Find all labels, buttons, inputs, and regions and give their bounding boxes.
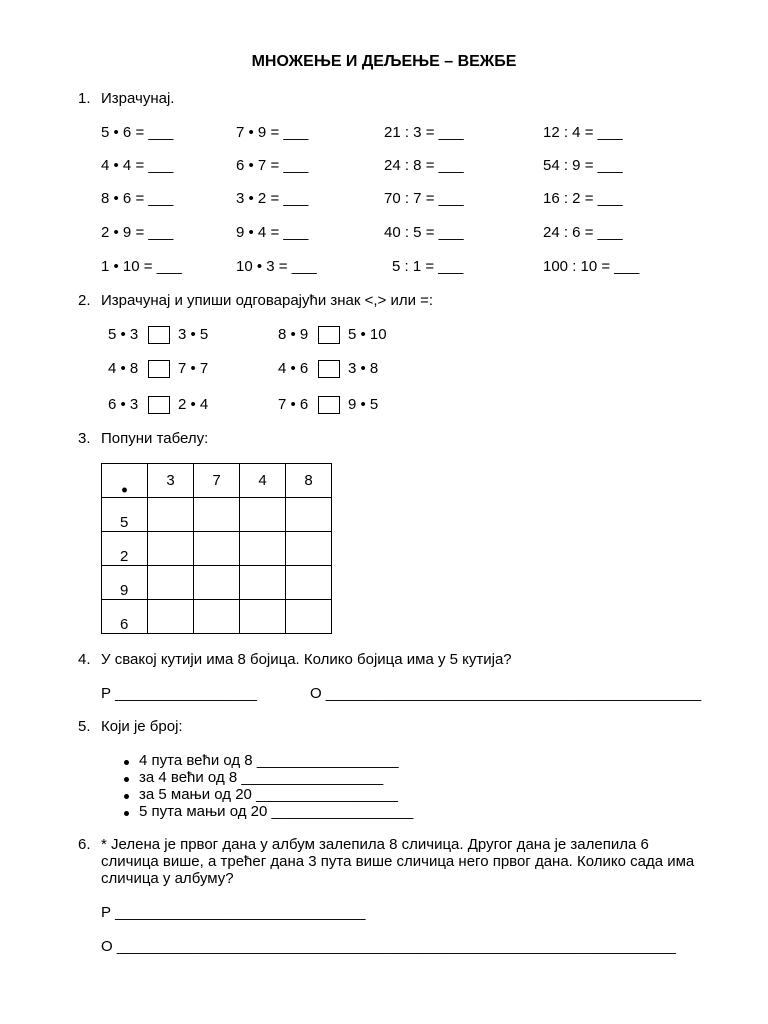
table-row-header: 2 bbox=[102, 532, 148, 566]
table-row-header: 5 bbox=[102, 498, 148, 532]
answer-line[interactable]: О ___________________________________________________________________ bbox=[101, 938, 676, 955]
comparison-left: 8 • 9 bbox=[278, 326, 309, 343]
table-answer-cell[interactable] bbox=[286, 532, 332, 566]
task1-expression: 70 : 7 = ___ bbox=[384, 190, 464, 207]
bullet-icon bbox=[124, 760, 129, 765]
answer-box[interactable] bbox=[148, 396, 170, 414]
task1-expression: 24 : 8 = ___ bbox=[384, 157, 464, 174]
task1-expression: 21 : 3 = ___ bbox=[384, 124, 464, 141]
list-item[interactable]: за 4 већи од 8 _________________ bbox=[139, 769, 384, 786]
table-row-header: 9 bbox=[102, 566, 148, 600]
table-answer-cell[interactable] bbox=[148, 532, 194, 566]
comparison-right: 5 • 10 bbox=[348, 326, 387, 343]
task1-expression: 5 : 1 = ___ bbox=[392, 258, 464, 275]
table-row-header: 6 bbox=[102, 600, 148, 634]
task1-expression: 1 • 10 = ___ bbox=[101, 258, 182, 275]
task1-expression: 10 • 3 = ___ bbox=[236, 258, 317, 275]
comparison-right: 2 • 4 bbox=[178, 396, 209, 413]
task1-expression: 100 : 10 = ___ bbox=[543, 258, 640, 275]
task1-expression: 24 : 6 = ___ bbox=[543, 224, 623, 241]
task2-number: 2. bbox=[78, 292, 91, 309]
comparison-left: 4 • 8 bbox=[108, 360, 139, 377]
task3-instruction: Попуни табелу: bbox=[101, 430, 209, 447]
task1-expression: 2 • 9 = ___ bbox=[101, 224, 174, 241]
bullet-icon bbox=[124, 777, 129, 782]
task6-question: * Јелена је првог дана у албум залепила 8 сличица. Другог дана је залепила 6 сличица више, а трећег дана 3 пута више сличица него првог дана. Колико сада има сличица у албуму? bbox=[101, 836, 695, 887]
task4-question: У свакој кутији има 8 бојица. Колико бојица има у 5 кутија? bbox=[101, 651, 512, 668]
multiplication-table bbox=[101, 463, 332, 634]
table-answer-cell[interactable] bbox=[240, 600, 286, 634]
worksheet-title: МНОЖЕЊЕ И ДЕЉЕЊЕ – ВЕЖБЕ bbox=[251, 53, 517, 70]
table-answer-cell[interactable] bbox=[194, 566, 240, 600]
task1-expression: 16 : 2 = ___ bbox=[543, 190, 623, 207]
task2-instruction: Израчунај и упиши одговарајући знак <,> или =: bbox=[101, 292, 434, 309]
table-answer-cell[interactable] bbox=[286, 600, 332, 634]
answer-box[interactable] bbox=[318, 326, 340, 344]
task1-expression: 12 : 4 = ___ bbox=[543, 124, 623, 141]
table-answer-cell[interactable] bbox=[148, 498, 194, 532]
table-answer-cell[interactable] bbox=[194, 498, 240, 532]
task3-number: 3. bbox=[78, 430, 91, 447]
answer-box[interactable] bbox=[148, 360, 170, 378]
table-column-header: 7 bbox=[194, 464, 240, 498]
table-answer-cell[interactable] bbox=[240, 566, 286, 600]
task4-number: 4. bbox=[78, 651, 91, 668]
comparison-right: 3 • 8 bbox=[348, 360, 379, 377]
table-answer-cell[interactable] bbox=[240, 498, 286, 532]
list-item[interactable]: 5 пута мањи од 20 _________________ bbox=[139, 803, 414, 820]
answer-line[interactable]: О _____________________________________________ bbox=[310, 685, 702, 702]
task1-expression: 4 • 4 = ___ bbox=[101, 157, 174, 174]
comparison-left: 7 • 6 bbox=[278, 396, 309, 413]
comparison-left: 5 • 3 bbox=[108, 326, 139, 343]
comparison-right: 9 • 5 bbox=[348, 396, 379, 413]
table-answer-cell[interactable] bbox=[194, 600, 240, 634]
answer-box[interactable] bbox=[318, 360, 340, 378]
bullet-icon bbox=[124, 811, 129, 816]
comparison-left: 6 • 3 bbox=[108, 396, 139, 413]
task5-question: Који је број: bbox=[101, 718, 183, 735]
task1-expression: 8 • 6 = ___ bbox=[101, 190, 174, 207]
table-column-header: 3 bbox=[148, 464, 194, 498]
table-column-header: 8 bbox=[286, 464, 332, 498]
comparison-right: 7 • 7 bbox=[178, 360, 209, 377]
table-column-header: 4 bbox=[240, 464, 286, 498]
task1-expression: 54 : 9 = ___ bbox=[543, 157, 623, 174]
list-item[interactable]: 4 пута већи од 8 _________________ bbox=[139, 752, 399, 769]
answer-box[interactable] bbox=[148, 326, 170, 344]
table-answer-cell[interactable] bbox=[148, 600, 194, 634]
table-answer-cell[interactable] bbox=[194, 532, 240, 566]
task1-expression: 5 • 6 = ___ bbox=[101, 124, 174, 141]
task1-expression: 7 • 9 = ___ bbox=[236, 124, 309, 141]
table-answer-cell[interactable] bbox=[286, 498, 332, 532]
answer-box[interactable] bbox=[318, 396, 340, 414]
task1-instruction: Израчунај. bbox=[101, 90, 175, 107]
list-item[interactable]: за 5 мањи од 20 _________________ bbox=[139, 786, 398, 803]
table-answer-cell[interactable] bbox=[286, 566, 332, 600]
table-answer-cell[interactable] bbox=[240, 532, 286, 566]
solution-line[interactable]: Р ______________________________ bbox=[101, 904, 366, 921]
comparison-left: 4 • 6 bbox=[278, 360, 309, 377]
task5-number: 5. bbox=[78, 718, 91, 735]
task1-expression: 6 • 7 = ___ bbox=[236, 157, 309, 174]
bullet-icon bbox=[124, 794, 129, 799]
task6-number: 6. bbox=[78, 836, 91, 853]
task1-expression: 3 • 2 = ___ bbox=[236, 190, 309, 207]
comparison-right: 3 • 5 bbox=[178, 326, 209, 343]
task1-expression: 40 : 5 = ___ bbox=[384, 224, 464, 241]
task1-expression: 9 • 4 = ___ bbox=[236, 224, 309, 241]
table-corner-cell: • bbox=[102, 464, 148, 498]
table-answer-cell[interactable] bbox=[148, 566, 194, 600]
task1-number: 1. bbox=[78, 90, 91, 107]
solution-line[interactable]: Р _________________ bbox=[101, 685, 257, 702]
